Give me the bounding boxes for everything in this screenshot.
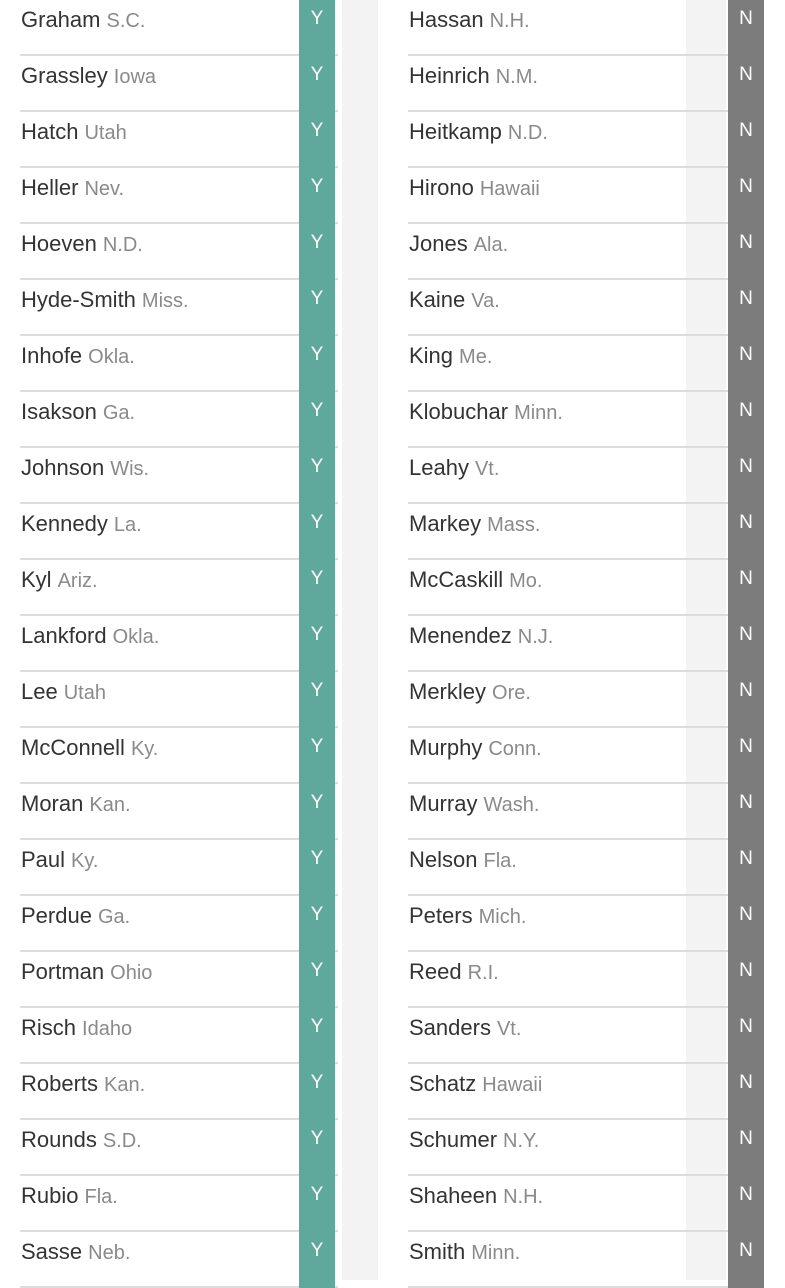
- senator-last-name: Heinrich: [409, 63, 490, 88]
- senator-state: Vt.: [496, 1018, 522, 1040]
- senator-state: Fla.: [483, 850, 517, 872]
- senator-last-name: Hatch: [21, 119, 79, 144]
- vote-badge: Y: [299, 1006, 335, 1064]
- vote-badge: Y: [299, 0, 335, 56]
- senator-row: [408, 1064, 764, 1120]
- senator-row: [20, 616, 338, 672]
- senator-last-name: Heller: [21, 175, 79, 200]
- senator-name-cell: [21, 0, 145, 40]
- senator-last-name: Sanders: [409, 1015, 491, 1040]
- senator-last-name: Lankford: [21, 623, 107, 648]
- vote-badge: N: [728, 54, 764, 112]
- senator-state: N.H.: [503, 1186, 544, 1208]
- vote-badge: Y: [299, 950, 335, 1008]
- senator-last-name: Kaine: [409, 287, 466, 312]
- senator-name-cell: [21, 1120, 142, 1160]
- senator-name-cell: [21, 168, 124, 208]
- senator-name-cell: [21, 448, 149, 488]
- senator-state: Iowa: [113, 66, 157, 88]
- senator-last-name: Grassley: [21, 63, 108, 88]
- senator-row: [408, 1120, 764, 1176]
- senator-state: Wash.: [483, 794, 540, 816]
- senator-name-cell: [21, 1008, 132, 1048]
- senator-row: [20, 1064, 338, 1120]
- senator-name-cell: [21, 952, 152, 992]
- senator-state: N.D.: [507, 122, 548, 144]
- senator-state: Va.: [471, 290, 500, 312]
- senator-name-cell: [21, 728, 158, 768]
- senator-last-name: King: [409, 343, 454, 368]
- senator-row: [408, 504, 764, 560]
- senator-name-cell: [409, 560, 542, 600]
- senator-last-name: Menendez: [409, 623, 512, 648]
- senator-state: Ga.: [97, 906, 131, 928]
- senator-last-name: Paul: [21, 847, 66, 872]
- senator-state: N.J.: [517, 626, 554, 648]
- senator-state: S.D.: [102, 1130, 142, 1152]
- senator-row: [20, 56, 338, 112]
- senator-last-name: Shaheen: [409, 1183, 498, 1208]
- vote-badge: Y: [299, 446, 335, 504]
- senator-row: [408, 392, 764, 448]
- vote-badge: Y: [299, 390, 335, 448]
- senator-state: Me.: [459, 346, 493, 368]
- senator-name-cell: [21, 896, 130, 936]
- senator-last-name: Heitkamp: [409, 119, 502, 144]
- senator-row: [20, 448, 338, 504]
- senator-name-cell: [21, 1232, 130, 1272]
- vote-badge: Y: [299, 1118, 335, 1176]
- senator-row: [408, 896, 764, 952]
- vote-badge: N: [728, 894, 764, 952]
- vote-badge: Y: [299, 110, 335, 168]
- senator-last-name: Leahy: [409, 455, 469, 480]
- senator-row: [20, 952, 338, 1008]
- vote-badge: N: [728, 558, 764, 616]
- vote-badge: N: [728, 782, 764, 840]
- vote-badge: N: [728, 1062, 764, 1120]
- senator-row: [408, 1008, 764, 1064]
- senator-last-name: Johnson: [21, 455, 105, 480]
- senator-last-name: Murphy: [409, 735, 483, 760]
- senator-row: [20, 784, 338, 840]
- senator-last-name: Lee: [21, 679, 58, 704]
- senator-state: R.I.: [467, 962, 499, 984]
- senator-state: N.Y.: [503, 1130, 540, 1152]
- senator-row: [408, 1176, 764, 1232]
- senator-name-cell: [409, 336, 492, 376]
- senator-row: [20, 504, 338, 560]
- senator-name-cell: [409, 1120, 539, 1160]
- senator-name-cell: [409, 392, 563, 432]
- senator-state: Nev.: [84, 178, 125, 200]
- vote-badge: N: [728, 0, 764, 56]
- senator-last-name: Moran: [21, 791, 84, 816]
- senator-last-name: Inhofe: [21, 343, 83, 368]
- vote-badge: N: [728, 1006, 764, 1064]
- vote-badge: N: [728, 1230, 764, 1288]
- vote-badge: N: [728, 838, 764, 896]
- senator-last-name: Schatz: [409, 1071, 477, 1096]
- senator-row: [408, 448, 764, 504]
- vote-badge: N: [728, 1174, 764, 1232]
- senator-row: [20, 560, 338, 616]
- senator-row: [408, 784, 764, 840]
- senator-row: [20, 896, 338, 952]
- senator-name-cell: [409, 1232, 520, 1272]
- vote-badge: Y: [299, 502, 335, 560]
- senators-voting-yes-list: [20, 0, 338, 1280]
- senator-name-cell: [409, 1176, 543, 1216]
- senator-last-name: McConnell: [21, 735, 125, 760]
- senator-name-cell: [409, 952, 499, 992]
- senator-last-name: Risch: [21, 1015, 77, 1040]
- senator-state: Idaho: [82, 1018, 133, 1040]
- senator-state: Utah: [63, 682, 106, 704]
- senator-name-cell: [21, 224, 143, 264]
- senator-row: [20, 112, 338, 168]
- senator-name-cell: [409, 448, 499, 488]
- senator-last-name: Roberts: [21, 1071, 99, 1096]
- senator-name-cell: [21, 784, 131, 824]
- senator-state: Ariz.: [57, 570, 98, 592]
- senator-row: [20, 1176, 338, 1232]
- senator-last-name: Klobuchar: [409, 399, 509, 424]
- senator-name-cell: [409, 784, 539, 824]
- senator-last-name: Sasse: [21, 1239, 83, 1264]
- senator-row: [20, 1120, 338, 1176]
- senator-name-cell: [21, 1064, 145, 1104]
- senator-name-cell: [409, 224, 508, 264]
- vote-badge: Y: [299, 782, 335, 840]
- vote-badge: N: [728, 222, 764, 280]
- senator-state: Mass.: [487, 514, 541, 536]
- senator-name-cell: [21, 392, 135, 432]
- senator-state: N.H.: [489, 10, 530, 32]
- senator-state: Neb.: [88, 1242, 131, 1264]
- vote-badge: N: [728, 446, 764, 504]
- vote-badge: Y: [299, 726, 335, 784]
- senator-state: Utah: [84, 122, 127, 144]
- vote-badge: Y: [299, 838, 335, 896]
- senator-name-cell: [409, 56, 538, 96]
- senator-row: [408, 616, 764, 672]
- senator-name-cell: [409, 616, 553, 656]
- senator-row: [408, 728, 764, 784]
- senator-row: [20, 168, 338, 224]
- senators-voting-no-list: [408, 0, 764, 1280]
- senator-name-cell: [21, 560, 98, 600]
- senator-state: S.C.: [106, 10, 146, 32]
- vote-badge: N: [728, 950, 764, 1008]
- senator-row: [408, 952, 764, 1008]
- senator-name-cell: [21, 1176, 118, 1216]
- senator-state: Hawaii: [482, 1074, 543, 1096]
- senator-name-cell: [409, 280, 500, 320]
- senator-row: [408, 560, 764, 616]
- senator-last-name: Hassan: [409, 7, 484, 32]
- vote-badge: Y: [299, 54, 335, 112]
- senator-state: La.: [113, 514, 142, 536]
- senator-last-name: Hoeven: [21, 231, 97, 256]
- vote-badge: Y: [299, 222, 335, 280]
- senator-state: Kan.: [104, 1074, 146, 1096]
- senator-last-name: Murray: [409, 791, 478, 816]
- senator-name-cell: [21, 280, 189, 320]
- senator-state: N.M.: [495, 66, 538, 88]
- senator-name-cell: [21, 840, 98, 880]
- senator-state: Ore.: [492, 682, 531, 704]
- vote-badge: N: [728, 334, 764, 392]
- senator-row: [20, 392, 338, 448]
- senator-state: Fla.: [84, 1186, 118, 1208]
- senator-name-cell: [409, 728, 542, 768]
- senator-name-cell: [409, 168, 540, 208]
- senator-last-name: Rubio: [21, 1183, 79, 1208]
- senator-state: Ga.: [102, 402, 136, 424]
- vote-badge: Y: [299, 558, 335, 616]
- vote-badge: N: [728, 614, 764, 672]
- senator-name-cell: [409, 1064, 542, 1104]
- senator-last-name: Perdue: [21, 903, 92, 928]
- vote-badge: Y: [299, 670, 335, 728]
- vote-badge: N: [728, 278, 764, 336]
- senator-last-name: Peters: [409, 903, 473, 928]
- senator-state: Okla.: [88, 346, 135, 368]
- vote-badge: Y: [299, 894, 335, 952]
- senator-row: [408, 0, 764, 56]
- vote-badge: Y: [299, 614, 335, 672]
- senator-row: [20, 672, 338, 728]
- senator-row: [408, 224, 764, 280]
- senator-last-name: Nelson: [409, 847, 478, 872]
- senator-name-cell: [21, 336, 135, 376]
- senator-row: [408, 56, 764, 112]
- senator-row: [20, 224, 338, 280]
- senator-name-cell: [21, 504, 142, 544]
- senator-last-name: Isakson: [21, 399, 97, 424]
- senator-last-name: Hyde-Smith: [21, 287, 136, 312]
- vote-badge: N: [728, 726, 764, 784]
- senator-state: Vt.: [474, 458, 500, 480]
- senator-name-cell: [21, 672, 106, 712]
- senator-state: Kan.: [89, 794, 131, 816]
- senator-last-name: Hirono: [409, 175, 474, 200]
- senator-row: [20, 336, 338, 392]
- senator-state: Wis.: [110, 458, 150, 480]
- senator-name-cell: [21, 616, 159, 656]
- senator-name-cell: [21, 56, 156, 96]
- senator-last-name: Kennedy: [21, 511, 108, 536]
- senator-row: [408, 672, 764, 728]
- senator-state: Mo.: [509, 570, 543, 592]
- vote-badge: N: [728, 502, 764, 560]
- senator-row: [408, 336, 764, 392]
- senator-row: [408, 112, 764, 168]
- vote-badge: Y: [299, 1230, 335, 1288]
- vote-badge: N: [728, 166, 764, 224]
- senator-row: [408, 168, 764, 224]
- vote-badge: N: [728, 390, 764, 448]
- senator-last-name: Reed: [409, 959, 462, 984]
- yea-column-strip: [342, 0, 378, 1280]
- senator-state: N.D.: [102, 234, 143, 256]
- senator-state: Hawaii: [479, 178, 540, 200]
- senator-last-name: Graham: [21, 7, 101, 32]
- senator-name-cell: [409, 896, 526, 936]
- vote-badge: Y: [299, 1062, 335, 1120]
- senator-name-cell: [21, 112, 127, 152]
- senator-state: Minn.: [471, 1242, 521, 1264]
- senator-last-name: Smith: [409, 1239, 466, 1264]
- vote-badge: Y: [299, 166, 335, 224]
- senator-row: [408, 840, 764, 896]
- vote-badge: Y: [299, 278, 335, 336]
- vote-badge: Y: [299, 1174, 335, 1232]
- senator-state: Ala.: [473, 234, 509, 256]
- senator-name-cell: [409, 672, 531, 712]
- senator-row: [20, 280, 338, 336]
- senator-row: [20, 728, 338, 784]
- senator-name-cell: [409, 0, 530, 40]
- senator-last-name: Markey: [409, 511, 482, 536]
- senator-state: Ky.: [130, 738, 159, 760]
- senator-last-name: McCaskill: [409, 567, 504, 592]
- senator-state: Ky.: [71, 850, 99, 872]
- senator-last-name: Schumer: [409, 1127, 498, 1152]
- vote-badge: N: [728, 1118, 764, 1176]
- senator-state: Conn.: [488, 738, 542, 760]
- senator-row: [20, 840, 338, 896]
- senator-state: Mich.: [478, 906, 527, 928]
- senator-row: [20, 0, 338, 56]
- senator-last-name: Portman: [21, 959, 105, 984]
- senator-name-cell: [409, 112, 548, 152]
- vote-badge: N: [728, 110, 764, 168]
- senator-row: [408, 280, 764, 336]
- senator-row: [20, 1008, 338, 1064]
- senator-last-name: Merkley: [409, 679, 487, 704]
- senator-last-name: Jones: [409, 231, 468, 256]
- senator-name-cell: [409, 504, 540, 544]
- senator-state: Okla.: [112, 626, 160, 648]
- senator-state: Minn.: [514, 402, 563, 424]
- vote-badge: N: [728, 670, 764, 728]
- senator-state: Ohio: [110, 962, 153, 984]
- vote-badge: Y: [299, 334, 335, 392]
- senator-last-name: Rounds: [21, 1127, 97, 1152]
- senator-state: Miss.: [141, 290, 189, 312]
- senator-name-cell: [409, 840, 517, 880]
- senator-last-name: Kyl: [21, 567, 52, 592]
- senator-name-cell: [409, 1008, 521, 1048]
